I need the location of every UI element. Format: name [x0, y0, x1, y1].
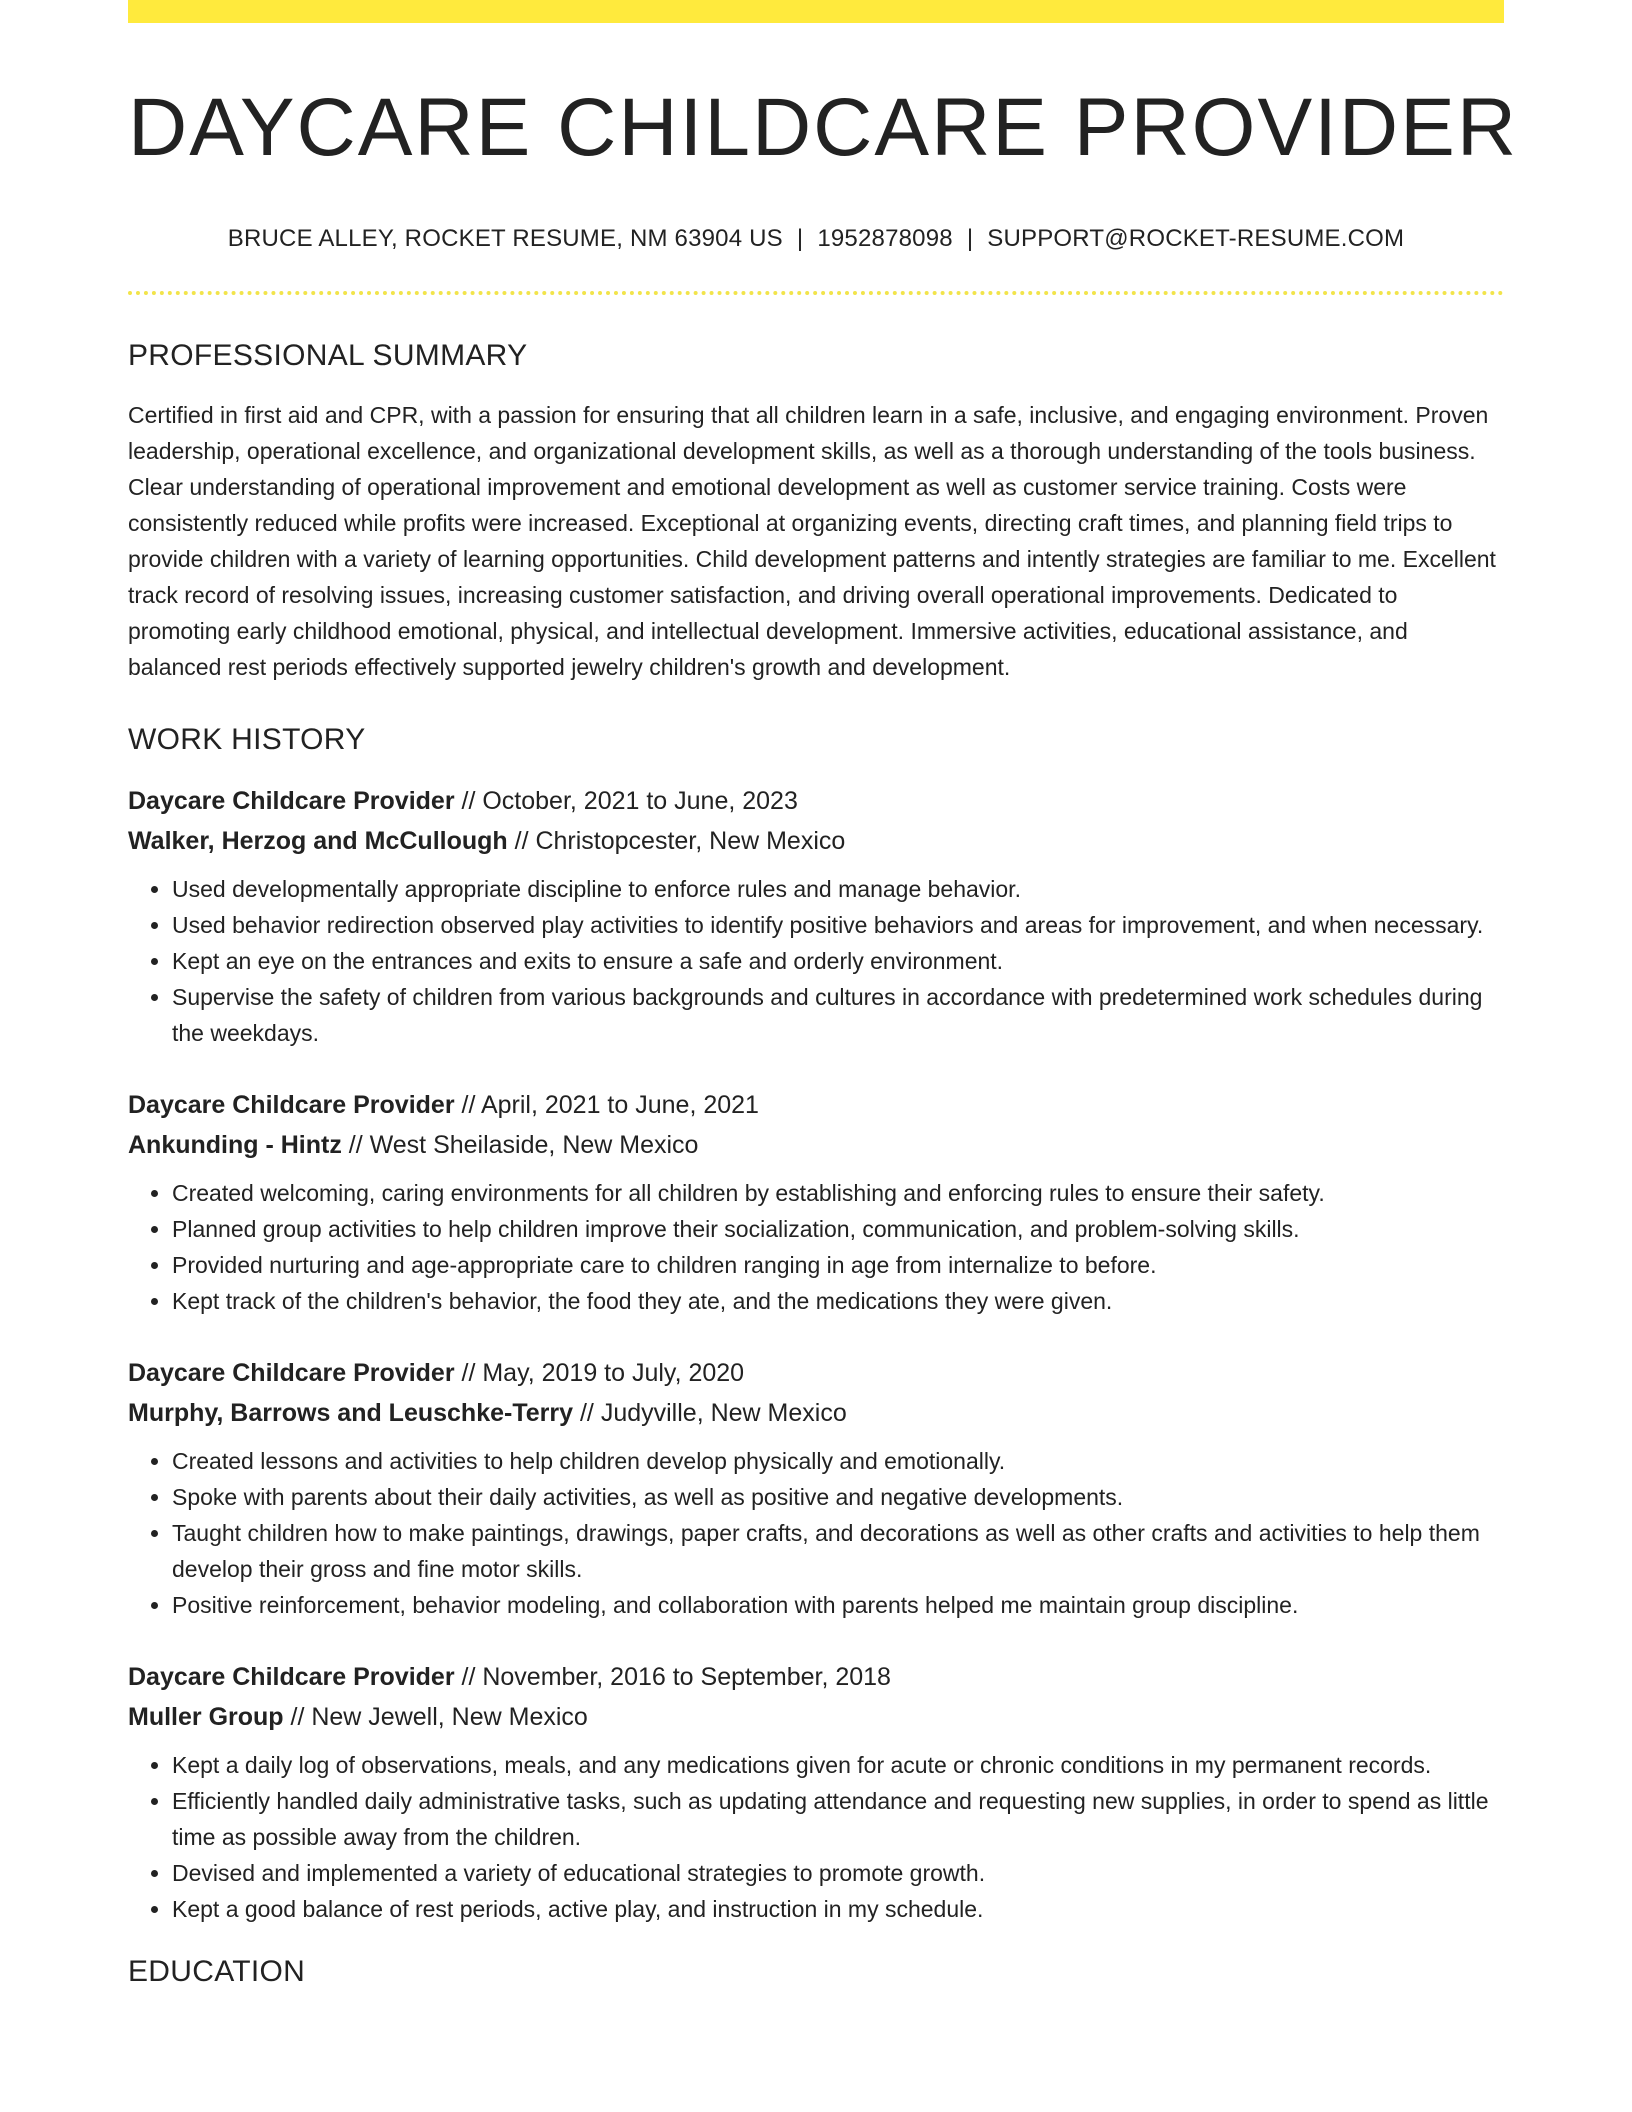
- job-title: Daycare Childcare Provider: [128, 1359, 455, 1388]
- job-title-line: [128, 781, 1504, 821]
- job-company-line: [128, 1697, 1504, 1737]
- dotted-divider: [128, 291, 1504, 295]
- job-dates: // April, 2021 to June, 2021: [454, 1091, 759, 1120]
- work-history-heading: WORK HISTORY: [128, 723, 366, 757]
- job-company: Walker, Herzog and McCullough: [128, 827, 508, 856]
- job-company: Muller Group: [128, 1703, 284, 1732]
- resume-page: [128, 0, 1519, 1989]
- bullet-item: • Kept an eye on the entrances and exits to ensure a safe and orderly environment.: [172, 943, 1504, 979]
- job-entry: [128, 781, 1504, 1051]
- job-company-line: [128, 1125, 1504, 1165]
- bullet-item: • Taught children how to make paintings, drawings, paper crafts, and decorations as well as other crafts and activities to help them develop their gross and fine motor skills.: [172, 1515, 1504, 1587]
- job-bullets: [128, 1175, 1504, 1319]
- bullet-item: • Supervise the safety of children from various backgrounds and cultures in accordance with predetermined work schedules during the weekdays.: [172, 979, 1504, 1051]
- job-title-line: [128, 1085, 1504, 1125]
- bullet-item: • Devised and implemented a variety of educational strategies to promote growth.: [172, 1855, 1504, 1891]
- contact-separator: |: [966, 225, 974, 253]
- education-heading: EDUCATION: [128, 1955, 306, 1989]
- bullet-item: • Kept track of the children's behavior, the food they ate, and the medications they were given.: [172, 1283, 1504, 1319]
- job-dates: // October, 2021 to June, 2023: [454, 787, 798, 816]
- job-entry: [128, 1085, 1504, 1319]
- bullet-item: • Planned group activities to help children improve their socialization, communication, and problem-solving skills.: [172, 1211, 1504, 1247]
- job-dates: // November, 2016 to September, 2018: [454, 1663, 891, 1692]
- job-title-line: [128, 1657, 1504, 1697]
- job-title: Daycare Childcare Provider: [128, 1663, 455, 1692]
- contact-phone: 1952878098: [817, 225, 953, 253]
- job-company-line: [128, 1393, 1504, 1433]
- bullet-item: • Created lessons and activities to help children develop physically and emotionally.: [172, 1443, 1504, 1479]
- job-company: Ankunding - Hintz: [128, 1131, 342, 1160]
- job-location: // New Jewell, New Mexico: [283, 1703, 588, 1732]
- bullet-item: • Kept a good balance of rest periods, active play, and instruction in my schedule.: [172, 1891, 1504, 1927]
- bullet-item: • Efficiently handled daily administrative tasks, such as updating attendance and requesting new supplies, in order to spend as little time as possible away from the children.: [172, 1783, 1504, 1855]
- accent-top-bar: [128, 0, 1504, 23]
- job-entry: [128, 1353, 1504, 1623]
- bullet-item: • Used behavior redirection observed play activities to identify positive behaviors and areas for improvement, and when necessary.: [172, 907, 1504, 943]
- bullet-item: • Used developmentally appropriate discipline to enforce rules and manage behavior.: [172, 871, 1504, 907]
- job-dates: // May, 2019 to July, 2020: [454, 1359, 745, 1388]
- bullet-item: • Positive reinforcement, behavior modeling, and collaboration with parents helped me maintain group discipline.: [172, 1587, 1504, 1623]
- job-location: // Christopcester, New Mexico: [507, 827, 846, 856]
- job-location: // West Sheilaside, New Mexico: [341, 1131, 699, 1160]
- job-title: Daycare Childcare Provider: [128, 787, 455, 816]
- summary-text: Certified in first aid and CPR, with a passion for ensuring that all children learn in a safe, inclusive, and engaging environment. Proven leadership, operational excellence, and organizational development skills, as well as a thorough understanding of the tools business. Clear understanding of operational improvement and emotional development as well as customer service training. Costs were consistently reduced while profits were increased. Exceptional at organizing events, directing craft times, and planning field trips to provide children with a variety of learning opportunities. Child development patterns and intently strategies are familiar to me. Excellent track record of resolving issues, increasing customer satisfaction, and driving overall operational improvements. Dedicated to promoting early childhood emotional, physical, and intellectual development. Immersive activities, educational assistance, and balanced rest periods effectively supported jewelry children's growth and development.: [128, 402, 1496, 681]
- summary-heading: PROFESSIONAL SUMMARY: [128, 339, 528, 373]
- contact-line: [128, 225, 1504, 253]
- job-company-line: [128, 821, 1504, 861]
- job-title: Daycare Childcare Provider: [128, 1091, 455, 1120]
- contact-separator: |: [796, 225, 804, 253]
- resume-title: DAYCARE CHILDCARE PROVIDER: [128, 82, 1519, 173]
- job-entry: [128, 1657, 1504, 1927]
- bullet-item: • Provided nurturing and age-appropriate care to children ranging in age from internalize to before.: [172, 1247, 1504, 1283]
- contact-email: SUPPORT@ROCKET-RESUME.COM: [987, 225, 1405, 253]
- job-bullets: [128, 871, 1504, 1051]
- bullet-item: • Kept a daily log of observations, meals, and any medications given for acute or chronic conditions in my permanent records.: [172, 1747, 1504, 1783]
- job-title-line: [128, 1353, 1504, 1393]
- job-location: // Judyville, New Mexico: [573, 1399, 847, 1428]
- job-bullets: [128, 1747, 1504, 1927]
- contact-address: BRUCE ALLEY, ROCKET RESUME, NM 63904 US: [227, 225, 783, 253]
- bullet-item: • Spoke with parents about their daily activities, as well as positive and negative developments.: [172, 1479, 1504, 1515]
- job-company: Murphy, Barrows and Leuschke-Terry: [128, 1399, 574, 1428]
- job-bullets: [128, 1443, 1504, 1623]
- bullet-item: • Created welcoming, caring environments for all children by establishing and enforcing rules to ensure their safety.: [172, 1175, 1504, 1211]
